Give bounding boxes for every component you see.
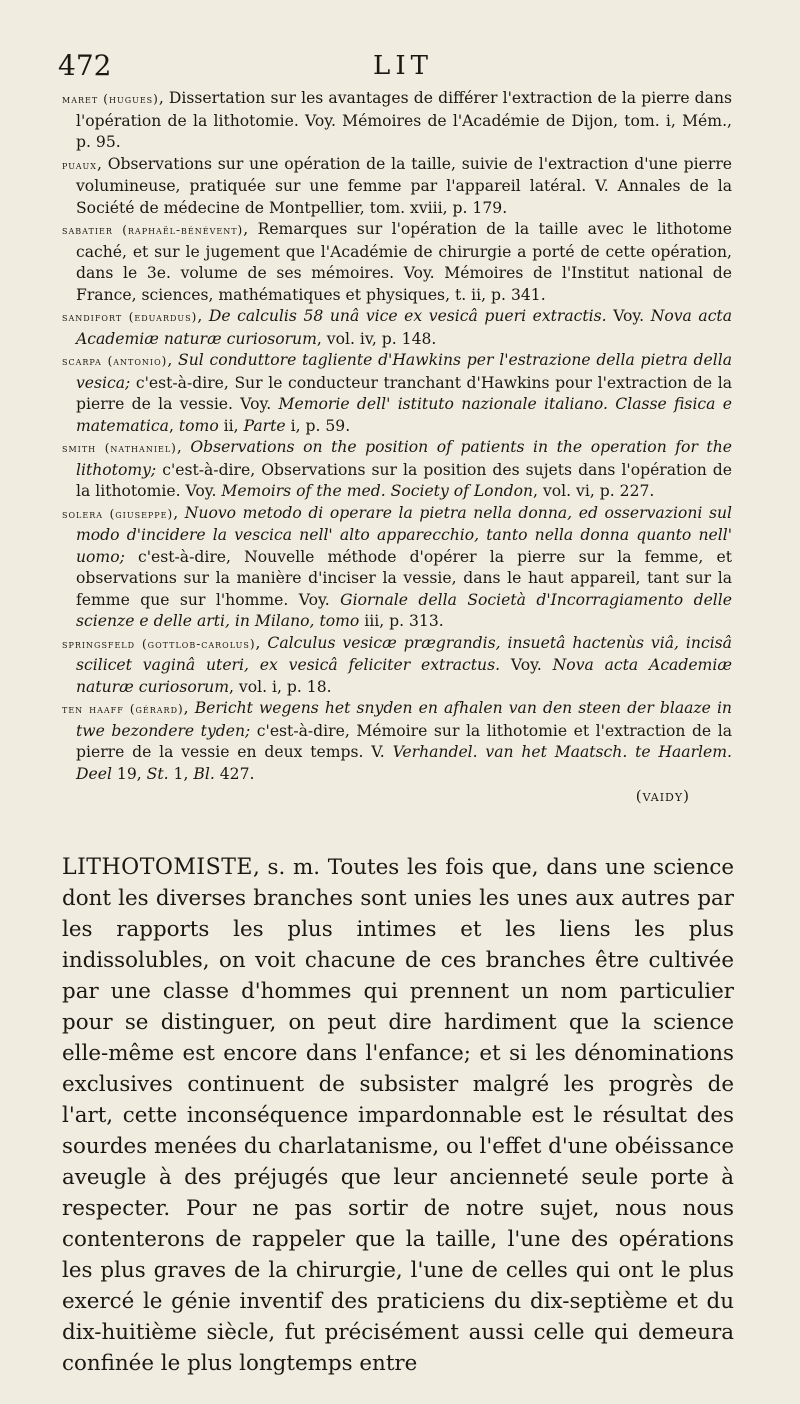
entry-text: 1, xyxy=(168,764,194,783)
entry-given-name: (gottlob-carolus) xyxy=(142,636,256,651)
entry-title-italic: Sul conduttore tagliente d'Hawkins per l'estrazione della pietra della vesica; xyxy=(76,351,732,392)
entry-text: 427. xyxy=(214,764,255,783)
entry-text: , xyxy=(176,438,191,456)
entry-title-italic: Verhandel. van het Maatsch. te Haarlem. Deel xyxy=(76,743,733,783)
headword: LITHOTOMISTE xyxy=(62,855,253,880)
author-signature: (vaidy) xyxy=(635,787,690,805)
entry-title-italic: Memorie dell' istituto nazionale italiano. Classe fisica e matematica xyxy=(76,395,732,435)
bibliography-entry xyxy=(62,503,732,633)
entry-given-name: (hugues) xyxy=(103,92,159,106)
entry-text: Voy. xyxy=(606,307,651,325)
bibliography-entry xyxy=(62,154,732,220)
entry-title-italic: Memoirs of the med. Society of London xyxy=(221,482,534,500)
entry-text: ii, xyxy=(218,416,244,435)
entry-text: , xyxy=(197,307,209,325)
entry-author: ten haaff xyxy=(62,702,124,716)
entry-text: c'est-à-dire, Mémoire sur la lithotomie et l'extraction de la pierre de la vessie en deux temps. V. xyxy=(76,721,732,761)
entry-author: solera xyxy=(62,506,103,521)
bibliography-entry xyxy=(62,306,732,350)
grammatical-definition: , s. m. xyxy=(252,855,321,880)
article-body: Toutes les fois que, dans une science dont les diverses branches sont unies les unes aux autres par les rapports les plus intimes et les liens les plus indissolubles, on voit chacune de ces branches être cultivée par une classe d'hommes qui prennent un nom particulier pour se distinguer, on peut dire hardiment que la science elle-même est encore dans l'enfance; et si les dénominations exclusives continuent de subsister malgré les progrès de l'art, cette inconséquence impardonnable est le résultat des sourdes menées du charlatanisme, ou l'effet d'une obéissance aveugle à des préjugés que leur ancienneté seule porte à respecter. Pour ne pas sortir de notre sujet, nous nous contenterons de rappeler que la taille, l'une des opérations les plus graves de la chirurgie, l'une de celles qui ont le plus exercé le génie inventif des praticiens du dix-septième et du dix-huitième siècle, fut précisément aussi celle qui demeura confinée le plus longtemps entre xyxy=(62,855,734,1376)
entry-title-italic: Nuovo metodo di operare la pietra nella donna, ed osservazioni sul modo d'incidere la vescica nell' alto apparecchio, tanto nella donna quanto nell' uomo; xyxy=(76,503,732,566)
entry-text: i, p. 59. xyxy=(285,416,351,435)
entry-title-italic: Parte xyxy=(243,416,286,435)
entry-text: c'est-à-dire, Nouvelle méthode d'opérer la pierre sur la femme, et observations sur la manière d'inciser la vessie, dans le haut appareil, tant sur la femme que sur l'homme. Voy. xyxy=(76,547,732,609)
entry-title-italic: St. xyxy=(146,764,169,783)
entry-given-name: (eduardus) xyxy=(128,310,198,324)
entry-text: , vol. iv, p. 148. xyxy=(316,329,437,348)
bibliography-entry xyxy=(62,633,732,699)
entry-author: smith xyxy=(62,441,97,455)
entry-text: c'est-à-dire, Sur le conducteur tranchant d'Hawkins pour l'extraction de la pierre de la vessie. Voy. xyxy=(76,373,732,413)
entry-text: , xyxy=(255,633,268,652)
entry-given-name: (nathaniel) xyxy=(104,441,177,455)
entry-title-italic: Bericht wegens het snyden en afhalen van den steen der blaaze in twe bezondere tyden; xyxy=(76,699,732,740)
running-head: LIT xyxy=(373,51,433,81)
entry-text: , xyxy=(167,351,179,369)
entry-given-name: (giuseppe) xyxy=(109,506,174,521)
entry-text: c'est-à-dire, Observations sur la position des sujets dans l'opération de la lithotomie. Voy. xyxy=(76,460,732,500)
entry-title-italic: Nova acta Academiæ naturæ curiosorum xyxy=(76,307,732,348)
bibliography-entry xyxy=(62,219,732,306)
bibliography-entry xyxy=(62,437,732,503)
bibliography-entry xyxy=(62,350,732,437)
entry-given-name: (raphaël-bénévent) xyxy=(122,223,244,237)
bibliography-entry xyxy=(62,88,732,154)
entry-title-italic: Observations on the position of patients in the operation for the lithotomy; xyxy=(76,438,732,479)
entry-text: , vol. i, p. 18. xyxy=(229,677,332,696)
entry-given-name: (gérard) xyxy=(129,702,184,716)
entry-text: 19, xyxy=(111,764,147,783)
bibliography-list xyxy=(62,88,732,807)
entry-text: , xyxy=(183,699,195,717)
entry-text: , Dissertation sur les avantages de différer l'extraction de la pierre dans l'opération de la lithotomie. Voy. Mémoires de l'Académie de Dijon, tom. i, Mém., p. 95. xyxy=(76,89,732,151)
entry-author: scarpa xyxy=(62,354,102,368)
entry-text: iii, p. 313. xyxy=(359,612,444,630)
page-header xyxy=(58,48,748,88)
entry-given-name: (antonio) xyxy=(107,354,168,368)
bibliography-entry xyxy=(62,698,732,785)
entry-title-italic: Nova acta Academiæ naturæ curiosorum xyxy=(76,656,732,696)
entry-text: Voy. xyxy=(500,656,553,674)
entry-text: , xyxy=(173,503,185,522)
entry-text: , Remarques sur l'opération de la taille avec le lithotome caché, et sur le jugement que l'Académie de chirurgie a porté de cette opération, dans le 3e. volume de ses mémoires. Voy. Mémoires de l'Institut national de France, sciences, mathématiques et physiques, t. ii, p. 341. xyxy=(76,220,732,304)
entry-text: , vol. vi, p. 227. xyxy=(533,482,655,500)
entry-author: puaux xyxy=(62,157,97,172)
page-number: 472 xyxy=(58,49,112,82)
entry-title-italic: Bl. xyxy=(193,764,215,783)
entry-author: springsfeld xyxy=(62,636,136,651)
entry-text: , Observations sur une opération de la taille, suivie de l'extraction d'une pierre volumineuse, pratiquée sur une femme par l'appareil latéral. V. Annales de la Société de médecine de Montpellier, tom. xviii, p. 179. xyxy=(76,154,732,217)
entry-author: sabatier xyxy=(62,223,113,237)
entry-title-italic: Giornale della Società d'Incorragiamento delle scienze e delle arti, in Milano, tomo xyxy=(76,590,732,630)
article-paragraph xyxy=(62,852,734,1379)
article-lithotomiste xyxy=(62,852,734,1379)
entry-author: maret xyxy=(62,92,99,106)
entry-title-italic: De calculis 58 unâ vice ex vesicâ pueri extractis. xyxy=(208,307,607,325)
entry-title-italic: tomo xyxy=(178,416,219,435)
entry-text: , xyxy=(168,416,179,435)
entry-title-italic: Calculus vesicæ prægrandis, insuetâ hactenùs viâ, incisâ scilicet vaginâ uteri, ex vesicâ feliciter extractus. xyxy=(76,633,732,674)
entry-author: sandifort xyxy=(62,310,123,324)
